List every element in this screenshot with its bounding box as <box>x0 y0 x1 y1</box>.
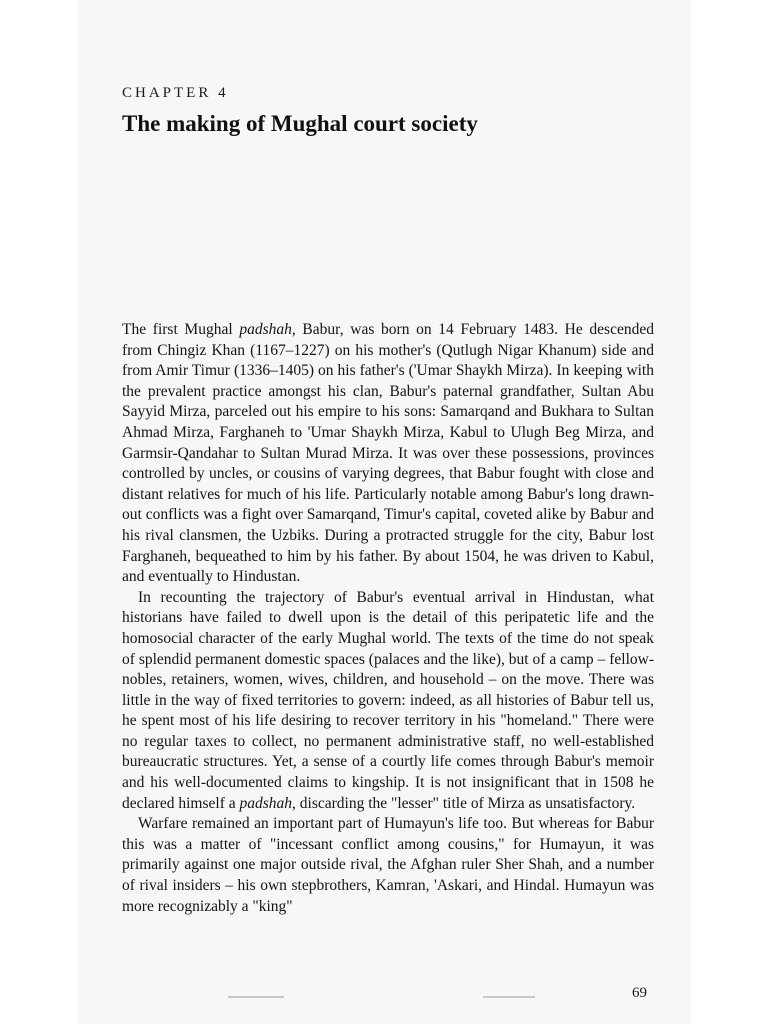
page-number: 69 <box>632 985 647 1001</box>
paragraph <box>122 588 654 815</box>
italic-term: padshah <box>239 794 293 812</box>
body-text <box>122 320 654 917</box>
chapter-label: CHAPTER 4 <box>122 85 229 101</box>
text-run: , Babur, was born on 14 February 1483. He descended from Chingiz Khan (1167–1227) on his mother's (Qutlugh Nigar Khanum) side and from Amir Timur (1336–1405) on his father's ('Umar Shaykh Mirza). In keeping with the prevalent practice amongst his clan, Babur's paternal grandfather, Sultan Abu Sayyid Mirza, parceled out his empire to his sons: Samarqand and Bukhara to Sultan Ahmad Mirza, Farghaneh to 'Umar Shaykh Mirza, Kabul to Ulugh Beg Mirza, and Garmsir-Qandahar to Sultan Murad Mirza. It was over these possessions, provinces controlled by uncles, or cousins of varying degrees, that Babur fought with close and distant relatives for much of his life. Particularly notable among Babur's long drawn-out conflicts was a fight over Samarqand, Timur's capital, coveted alike by Babur and his rival clansmen, the Uzbiks. During a protracted struggle for the city, Babur lost Farghaneh, bequeathed to him by his father. By about 1504, he was driven to Kabul, and eventually to Hindustan. <box>122 321 654 586</box>
text-run: The first Mughal <box>122 321 240 338</box>
text-run: In recounting the trajectory of Babur's eventual arrival in Hindustan, what historians have failed to dwell upon is the detail of this peripatetic life and the homosocial character of the early Mughal world. The texts of the time do not speak of splendid permanent domestic spaces (palaces and the like), but of a camp – fellow-nobles, retainers, women, wives, children, and household – on the move. There was little in the way of fixed territories to govern: indeed, as all histories of Babur tell us, he spent most of his life desiring to recover territory in his "homeland." There were no regular taxes to collect, no permanent administrative staff, no well-established bureaucratic structures. Yet, a sense of a courtly life comes through Babur's memoir and his well-documented claims to kingship. It is not insignificant that in 1508 he declared himself a <box>122 588 654 812</box>
italic-term: padshah <box>239 321 292 338</box>
text-run: Warfare remained an important part of Humayun's life too. But whereas for Babur this was a matter of "incessant conflict among cousins," for Humayun, it was primarily against one major outside rival, the Afghan ruler Sher Shah, and a number of rival insiders – his own stepbrothers, Kamran, 'Askari, and Hindal. Humayun was more recognizably a "king" <box>122 815 654 915</box>
paragraph <box>122 320 654 588</box>
text-run: , discarding the "lesser" title of Mirza as unsatisfactory. <box>292 794 636 812</box>
book-page <box>78 0 691 1024</box>
paragraph <box>122 814 654 917</box>
footer-scan-mark <box>228 996 284 998</box>
chapter-title: The making of Mughal court society <box>122 111 478 136</box>
footer-scan-mark <box>483 996 535 998</box>
